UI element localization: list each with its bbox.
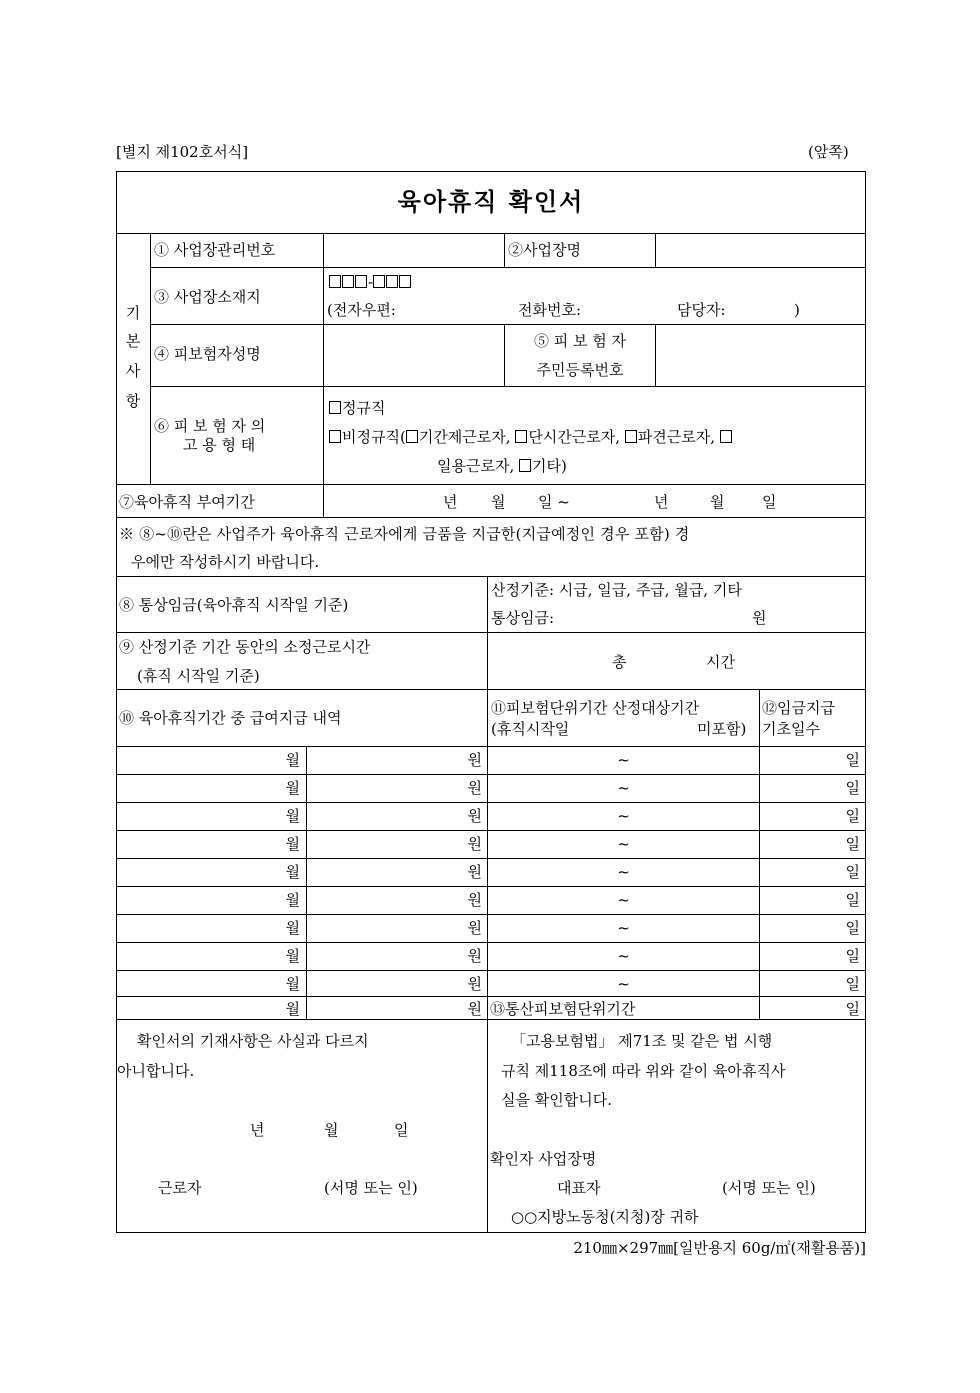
postal-dash: - <box>368 273 374 291</box>
checkbox-square[interactable] <box>406 430 418 443</box>
divider <box>306 746 307 1019</box>
row-day: 일 <box>845 835 860 853</box>
leave-month-2: 월 <box>710 493 725 511</box>
divider <box>116 1019 866 1020</box>
row-won: 원 <box>467 751 482 769</box>
row-range: ~ <box>617 975 630 993</box>
unit-period-header-2a: (휴직시작일 <box>491 720 570 738</box>
row-won: 원 <box>467 919 482 937</box>
row-month: 월 <box>285 1000 300 1018</box>
row-month: 월 <box>285 807 300 825</box>
workplace-no-label: ① 사업장관리번호 <box>154 241 276 259</box>
checkbox-square[interactable] <box>519 459 531 472</box>
row-range: ~ <box>617 807 630 825</box>
row-won: 원 <box>467 835 482 853</box>
divider <box>116 996 866 997</box>
row-month: 월 <box>285 779 300 797</box>
resident-no-field[interactable] <box>656 325 864 385</box>
wage-basis[interactable]: 산정기준: 시급, 일급, 주급, 월급, 기타 <box>491 581 742 599</box>
worker-date-year: 년 <box>250 1121 265 1139</box>
unit-period-header-1: ⑪피보험단위기간 산정대상기간 <box>491 699 700 717</box>
base-days-header-1: ⑫임금지급 <box>762 699 835 717</box>
email-label: (전자우편: <box>327 301 396 319</box>
row-range: ~ <box>617 779 630 797</box>
divider <box>116 970 866 971</box>
workplace-address-label: ③ 사업장소재지 <box>154 288 261 306</box>
row-month: 월 <box>285 835 300 853</box>
row-day: 일 <box>845 779 860 797</box>
page-side: (앞쪽) <box>808 143 849 161</box>
form-number: [별지 제102호서식] <box>116 143 249 161</box>
manager-close: ) <box>794 301 800 319</box>
emp-daily-option[interactable] <box>437 457 567 475</box>
section-label-2: 본 <box>125 332 141 350</box>
worker-date-day: 일 <box>394 1121 409 1139</box>
checkbox-square[interactable] <box>720 430 732 443</box>
row-won: 원 <box>467 807 482 825</box>
row-range: ~ <box>617 835 630 853</box>
representative-sign[interactable]: (서명 또는 인) <box>722 1179 816 1197</box>
hours-total: 총 <box>612 653 627 671</box>
manager-label: 담당자: <box>677 301 726 319</box>
checkbox-square <box>386 275 398 288</box>
row-day: 일 <box>845 807 860 825</box>
divider <box>116 830 866 831</box>
row-range: ~ <box>617 891 630 909</box>
emp-dispatch-label: 파견근로자, <box>637 428 716 446</box>
leave-day-2: 일 <box>762 493 777 511</box>
checkbox-square[interactable] <box>329 401 341 414</box>
checkbox-square <box>342 275 354 288</box>
emp-irregular-label: 비정규직( <box>342 428 406 446</box>
divider <box>150 267 866 268</box>
worker-label: 근로자 <box>158 1179 202 1197</box>
resident-no-label-1: ⑤ 피 보 험 자 <box>533 332 627 350</box>
insured-name-field[interactable] <box>324 325 504 385</box>
row-won: 원 <box>467 975 482 993</box>
worker-confirm-line-1: 확인서의 기재사항은 사실과 다르지 <box>137 1032 369 1050</box>
row-month: 월 <box>285 947 300 965</box>
row-won: 원 <box>467 947 482 965</box>
row-month: 월 <box>285 751 300 769</box>
row-range: ~ <box>617 947 630 965</box>
row-day: 일 <box>845 863 860 881</box>
leave-month-1: 월 <box>491 493 506 511</box>
row-month: 월 <box>285 975 300 993</box>
row-day: 일 <box>845 975 860 993</box>
divider <box>116 802 866 803</box>
hours-label-1: ⑨ 산정기준 기간 동안의 소정근로시간 <box>119 638 371 656</box>
emp-daily-label: 일용근로자, <box>437 457 515 475</box>
emp-other-label: 기타) <box>532 457 567 475</box>
divider <box>116 774 866 775</box>
row-won: 원 <box>467 863 482 881</box>
divider <box>116 942 866 943</box>
row-won: 원 <box>467 1000 482 1018</box>
emp-short-label: 단시간근로자, <box>528 428 621 446</box>
row-won: 원 <box>467 779 482 797</box>
total-unit-period-label: ⑬통산피보험단위기간 <box>490 1000 636 1018</box>
leave-period-field[interactable] <box>324 485 864 516</box>
resident-no-label-2: 주민등록번호 <box>536 361 624 379</box>
employer-confirm-line-2: 규칙 제118조에 따라 위와 같이 육아휴직사 <box>501 1062 786 1080</box>
section-label-3: 사 <box>125 362 141 380</box>
leave-period-label: ⑦육아휴직 부여기간 <box>119 493 255 511</box>
worker-sign[interactable]: (서명 또는 인) <box>324 1179 418 1197</box>
row-range: ~ <box>617 919 630 937</box>
checkbox-square <box>329 275 341 288</box>
divider <box>116 576 866 577</box>
worker-confirm-line-2: 아니합니다. <box>117 1062 195 1080</box>
divider <box>116 886 866 887</box>
row-month: 월 <box>285 863 300 881</box>
row-month: 월 <box>285 919 300 937</box>
row-day: 일 <box>845 751 860 769</box>
emp-irregular-option[interactable] <box>329 428 733 446</box>
divider <box>116 632 866 633</box>
row-range: ~ <box>617 863 630 881</box>
row-won: 원 <box>467 891 482 909</box>
ordinary-wage-unit: 원 <box>752 609 767 627</box>
representative-label: 대표자 <box>557 1179 601 1197</box>
ordinary-wage-label: 통상임금: <box>491 609 555 627</box>
phone-label: 전화번호: <box>518 301 582 319</box>
row-day: 일 <box>845 1000 860 1018</box>
worker-date-month: 월 <box>324 1121 339 1139</box>
row-day: 일 <box>845 947 860 965</box>
workplace-no-field[interactable] <box>324 234 504 266</box>
workplace-name-field[interactable] <box>656 234 864 266</box>
divider <box>116 689 866 690</box>
leave-year-1: 년 <box>443 493 458 511</box>
divider <box>116 858 866 859</box>
divider <box>116 914 866 915</box>
checkbox-square <box>373 275 385 288</box>
checkbox-square[interactable] <box>515 430 527 443</box>
divider <box>504 233 505 267</box>
base-days-header-2: 기초일수 <box>762 720 820 738</box>
employer-confirm-line-3: 실을 확인합니다. <box>501 1091 612 1109</box>
wage-label: ⑧ 통상임금(육아휴직 시작일 기준) <box>119 596 349 614</box>
row-day: 일 <box>845 919 860 937</box>
checkbox-square <box>355 275 367 288</box>
addressee: ○○지방노동청(지청)장 귀하 <box>511 1208 699 1226</box>
confirmer-workplace: 확인자 사업장명 <box>490 1150 597 1168</box>
emp-regular-option[interactable] <box>329 399 385 417</box>
employer-confirm-line-1: 「고용보험법」 제71조 및 같은 법 시행 <box>511 1032 773 1050</box>
emp-regular-label: 정규직 <box>342 399 386 417</box>
notice-line-1: ※ ⑧~⑩란은 사업주가 육아휴직 근로자에게 금품을 지급한(지급예정인 경우 포함) 경 <box>119 525 690 543</box>
checkbox-square <box>399 275 411 288</box>
divider <box>150 233 151 484</box>
form-title: 육아휴직 확인서 <box>397 187 585 216</box>
checkbox-square[interactable] <box>329 430 341 443</box>
row-month: 월 <box>285 891 300 909</box>
divider <box>116 746 866 747</box>
employment-type-label-2: 고 용 형 태 <box>183 436 256 454</box>
checkbox-square[interactable] <box>625 430 637 443</box>
divider <box>487 1019 488 1233</box>
payments-label: ⑩ 육아휴직기간 중 급여지급 내역 <box>119 709 342 727</box>
leave-day-1: 일 ~ <box>538 493 570 511</box>
notice-line-2: 우에만 작성하시기 바랍니다. <box>131 553 320 571</box>
emp-fixed-label: 기간제근로자, <box>418 428 511 446</box>
employment-type-label-1: ⑥ 피 보 험 자 의 <box>154 417 266 435</box>
divider <box>150 386 866 387</box>
section-label-1: 기 <box>125 304 141 322</box>
hours-unit: 시간 <box>706 653 735 671</box>
workplace-name-label: ②사업장명 <box>508 241 581 259</box>
section-label-4: 항 <box>125 392 141 410</box>
leave-year-2: 년 <box>654 493 669 511</box>
paper-spec: 210㎜×297㎜[일반용지 60g/㎡(재활용품)] <box>573 1239 866 1257</box>
postal-code-boxes[interactable] <box>329 273 412 291</box>
unit-period-header-2b: 미포함) <box>697 720 747 738</box>
row-day: 일 <box>845 891 860 909</box>
divider <box>116 517 866 518</box>
insured-name-label: ④ 피보험자성명 <box>154 345 261 363</box>
row-range: ~ <box>617 751 630 769</box>
hours-label-2: (휴직 시작일 기준) <box>137 667 260 685</box>
